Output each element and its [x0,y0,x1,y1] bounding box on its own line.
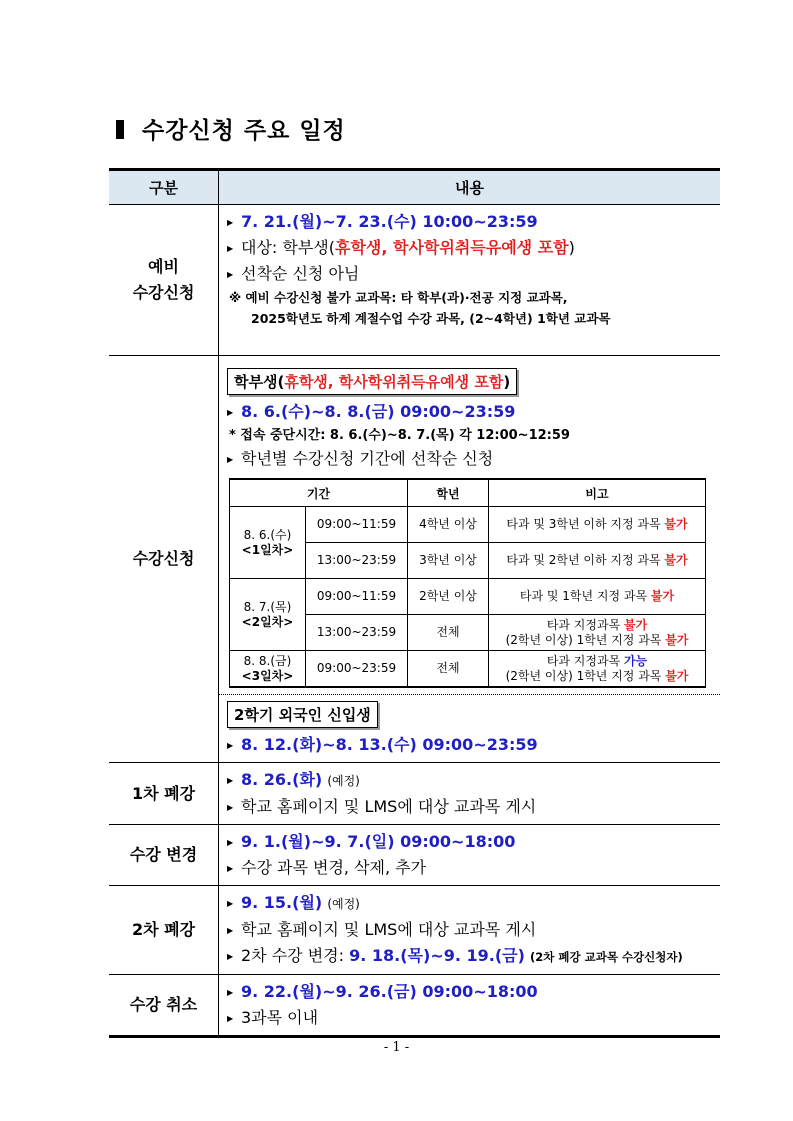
r5-note [489,651,706,688]
r2-flag: 불가 [664,553,688,567]
day2-date: 8. 7.(목) [243,599,292,614]
second-closure-date: 9. 15.(월) [241,893,323,912]
r5-grade: 전체 [408,651,489,688]
inner-header-row [230,479,706,507]
course-cancel-content [219,975,721,1037]
r4-flag-b: 불가 [665,632,689,647]
header-category: 구분 [109,170,219,205]
second-change-date: 9. 18.(목)~9. 19.(금) [349,946,525,965]
day2-cell [230,579,306,651]
second-closure-desc: 학교 홈페이지 및 LMS에 대상 교과목 게시 [241,920,537,939]
first-closure-label: 1차 폐강 [109,763,219,825]
first-closure-desc: 학교 홈페이지 및 LMS에 대상 교과목 게시 [241,797,537,816]
bullet-triangle-icon: ▶ [227,244,234,253]
r5-note-b: (2학년 이상) 1학년 지정 과목 [505,668,666,683]
second-closure-desc-line [227,917,716,943]
day1-date: 8. 6.(수) [243,527,292,542]
first-closure-desc-line [227,794,716,820]
bullet-triangle-icon: ▶ [227,952,234,961]
r2-grade: 3학년 이상 [408,543,489,579]
bullet-triangle-icon: ▶ [227,408,234,417]
day3-cell [230,651,306,688]
course-cancel-desc-line [227,1005,716,1031]
pre-target-line [227,235,716,261]
r4-time: 13:00~23:59 [306,615,408,651]
course-change-desc: 수강 과목 변경, 삭제, 추가 [241,858,427,877]
r3-flag: 불가 [650,589,675,603]
r1-note-text: 타과 및 3학년 이하 지정 과목 [506,517,665,531]
pre-date-line [227,209,716,235]
course-change-content [219,825,721,886]
pre-note-line2: 2025학년도 하계 계절수업 수강 과목, (2~4학년) 1학년 교과목 [251,311,611,326]
r5-flag-b: 불가 [665,668,689,683]
second-change-note: (2차 폐강 교과목 수강신청자) [530,950,683,964]
row-first-closure [109,763,720,825]
second-change-line [227,943,716,970]
bullet-triangle-icon: ▶ [227,926,234,935]
bullet-triangle-icon: ▶ [227,1014,234,1023]
first-closure-content [219,763,721,825]
r4-note [489,615,706,651]
bullet-triangle-icon: ▶ [227,864,234,873]
table-row [230,579,706,615]
pre-first-come: 선착순 신청 아님 [241,264,360,283]
r1-note [489,507,706,543]
day1-cell [230,507,306,579]
page-number: - 1 - [383,1040,410,1055]
reg-date-line [227,399,716,425]
first-closure-tentative: (예정) [327,774,360,788]
row-course-cancel [109,975,720,1037]
r5-note-a: 타과 지정과목 [546,653,624,668]
foreign-date: 8. 12.(화)~8. 13.(수) 09:00~23:59 [241,735,538,754]
pre-registration-content [219,205,721,356]
r4-note-a: 타과 지정과목 [546,617,624,632]
course-change-date-line [227,829,716,855]
foreign-date-line [227,732,716,758]
table-row [230,507,706,543]
r2-note [489,543,706,579]
undergrad-box-prefix: 학부생( [234,373,285,391]
table-row [230,651,706,688]
reg-by-grade: 학년별 수강신청 기간에 선착순 신청 [241,449,494,468]
row-second-closure [109,886,720,975]
second-closure-label: 2차 폐강 [109,886,219,975]
course-cancel-label: 수강 취소 [109,975,219,1037]
pre-first-come-line [227,261,716,287]
foreign-freshman-box: 2학기 외국인 신입생 [227,701,378,728]
second-closure-date-line [227,890,716,917]
bullet-triangle-icon: ▶ [227,803,234,812]
page-title [116,112,346,145]
pre-label-line1: 예비 [148,257,179,276]
first-closure-date-line [227,767,716,794]
r2-time: 13:00~23:59 [306,543,408,579]
r3-grade: 2학년 이상 [408,579,489,615]
pre-registration-label [109,205,219,356]
grade-schedule-table [229,478,706,688]
schedule-table [109,168,720,1038]
course-change-desc-line [227,855,716,881]
pre-target-include: 휴학생, 학사학위취득유예생 포함 [335,238,569,257]
registration-label: 수강신청 [109,356,219,763]
row-registration [109,356,720,763]
row-pre-registration [109,205,720,356]
second-change-prefix: 2차 수강 변경: [241,946,350,965]
r1-grade: 4학년 이상 [408,507,489,543]
r3-time: 09:00~11:59 [306,579,408,615]
row-course-change [109,825,720,886]
r1-time: 09:00~11:59 [306,507,408,543]
bullet-triangle-icon: ▶ [227,776,234,785]
bullet-triangle-icon: ▶ [227,988,234,997]
dotted-divider [219,694,720,695]
reg-date: 8. 6.(수)~8. 8.(금) 09:00~23:59 [241,402,516,421]
undergrad-box-include: 휴학생, 학사학위취득유예생 포함 [284,373,504,391]
course-cancel-date: 9. 22.(월)~9. 26.(금) 09:00~18:00 [241,982,538,1001]
bullet-triangle-icon: ▶ [227,741,234,750]
second-closure-content [219,886,721,975]
pre-target-suffix: ) [568,238,575,257]
pre-note-line1: ※ 예비 수강신청 불가 교과목: 타 학부(과)·전공 지정 교과목, [229,290,568,305]
reg-by-grade-line [227,446,716,472]
inner-header-grade: 학년 [408,479,489,507]
first-closure-date: 8. 26.(화) [241,770,323,789]
course-cancel-date-line [227,979,716,1005]
bullet-triangle-icon: ▶ [227,838,234,847]
r3-note-text: 타과 및 1학년 지정 과목 [519,589,651,603]
bullet-triangle-icon: ▶ [227,270,234,279]
second-closure-tentative: (예정) [327,897,360,911]
pre-date: 7. 21.(월)~7. 23.(수) 10:00~23:59 [241,212,538,231]
inner-header-note: 비고 [489,479,706,507]
day1-tag: <1일차> [241,542,294,557]
bullet-triangle-icon: ▶ [227,899,234,908]
registration-content [219,356,721,763]
r4-note-b: (2학년 이상) 1학년 지정 과목 [505,632,666,647]
undergrad-box-suffix: ) [503,373,511,391]
day2-tag: <2일차> [241,614,294,629]
inner-header-period: 기간 [230,479,408,507]
table-header-row [109,170,720,205]
header-content: 내용 [219,170,721,205]
r1-flag: 불가 [664,517,688,531]
undergrad-box [227,368,517,395]
r5-flag-a: 가능 [624,653,648,668]
day3-date: 8. 8.(금) [243,653,292,668]
bullet-triangle-icon: ▶ [227,218,234,227]
r5-time: 09:00~23:59 [306,651,408,688]
day3-tag: <3일차> [241,668,294,683]
page-title-text: 수강신청 주요 일정 [142,118,346,144]
r4-flag-a: 불가 [624,617,648,632]
r3-note [489,579,706,615]
course-cancel-desc: 3과목 이내 [241,1008,319,1027]
pre-target-prefix: 대상: 학부생( [241,238,335,257]
r2-note-text: 타과 및 2학년 이하 지정 과목 [506,553,665,567]
course-change-date: 9. 1.(월)~9. 7.(일) 09:00~18:00 [241,832,516,851]
bullet-triangle-icon: ▶ [227,455,234,464]
reg-downtime: * 접속 중단시간: 8. 6.(수)~8. 7.(목) 각 12:00~12:59 [229,428,570,443]
course-change-label: 수강 변경 [109,825,219,886]
pre-label-line2: 수강신청 [132,283,195,302]
r4-grade: 전체 [408,615,489,651]
title-bullet-icon [116,120,124,139]
